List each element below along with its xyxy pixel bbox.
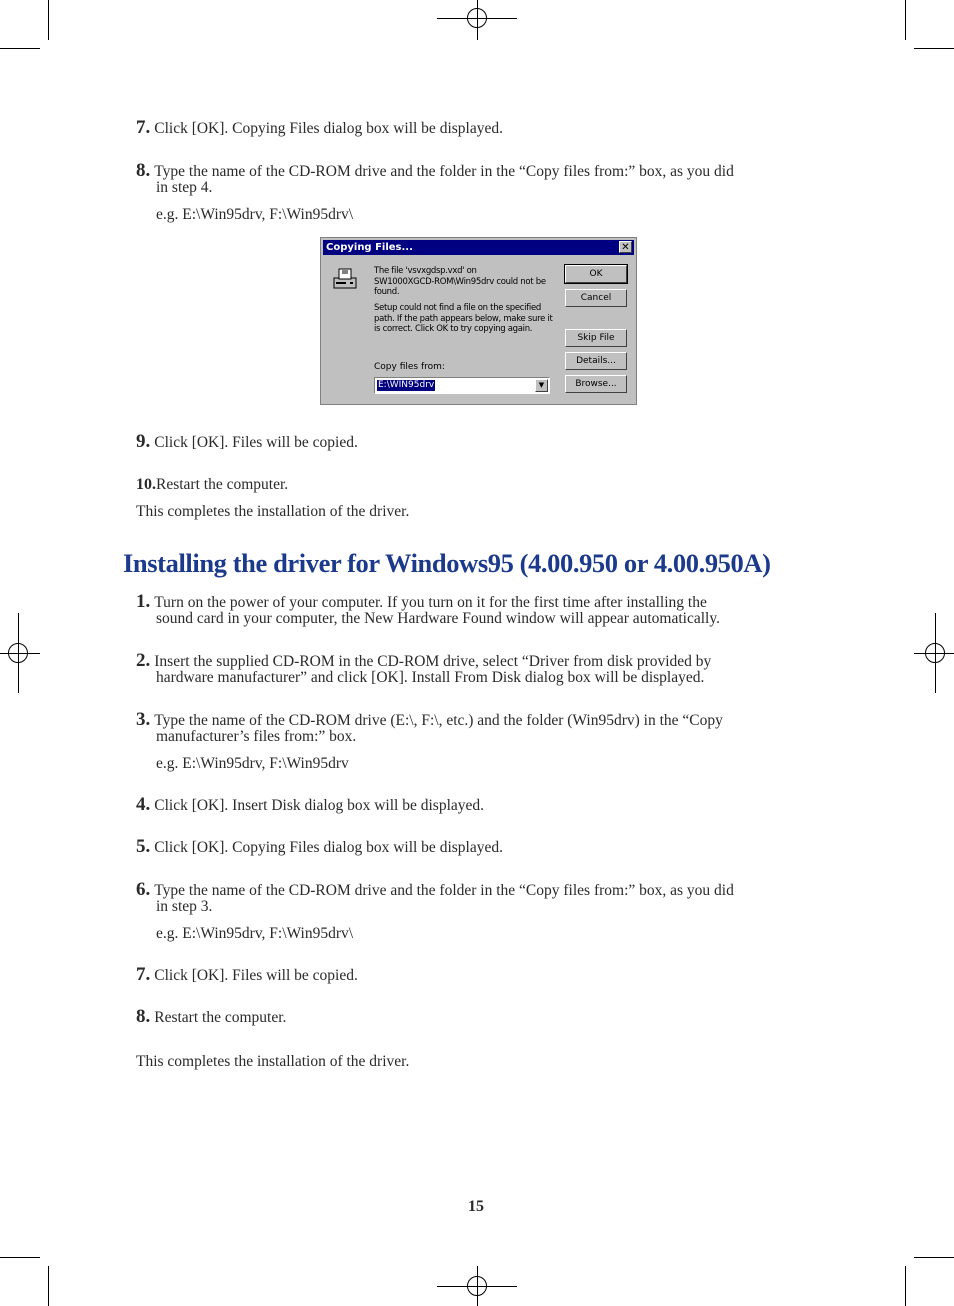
step-text: Click [OK]. Files will be copied.: [154, 434, 358, 451]
step-number: 6.: [136, 879, 151, 900]
step-7b: [136, 964, 836, 985]
dropdown-arrow-icon[interactable]: ▼: [535, 379, 548, 392]
completion-text: This completes the installation of the driver.: [136, 503, 410, 520]
registration-mark: [8, 643, 28, 663]
step-8: [136, 160, 836, 196]
step-text: Type the name of the CD-ROM drive (E:\, F:\, etc.) and the folder (Win95drv) in the “Copy: [154, 712, 723, 729]
copy-files-from-combobox[interactable]: [374, 377, 550, 394]
step-text: Type the name of the CD-ROM drive and the folder in the “Copy files from:” box, as you did: [154, 163, 734, 180]
step-4: [136, 794, 836, 815]
step-text: Click [OK]. Files will be copied.: [154, 967, 358, 984]
step-number: 7.: [136, 117, 151, 138]
completion-text: This completes the installation of the driver.: [136, 1053, 410, 1070]
crop-mark: [48, 1266, 49, 1306]
dialog-message-1: The file 'vsvxgdsp.vxd' on SW1000XGCD-ROM\Win95drv could not be found.: [374, 266, 546, 297]
close-button[interactable]: ✕: [619, 241, 632, 253]
step-number: 3.: [136, 709, 151, 730]
dialog-titlebar: [323, 240, 634, 255]
step-text: Restart the computer.: [156, 476, 289, 493]
crop-mark: [914, 1257, 954, 1258]
step-number: 9.: [136, 431, 151, 452]
step-text-continued: hardware manufacturer” and click [OK]. Install From Disk dialog box will be displayed.: [156, 669, 705, 686]
step-text: Restart the computer.: [154, 1009, 287, 1026]
ok-button[interactable]: OK: [565, 265, 627, 283]
step-number: 7.: [136, 964, 151, 985]
step-text: Type the name of the CD-ROM drive and the folder in the “Copy files from:” box, as you did: [154, 882, 734, 899]
crop-mark: [0, 48, 40, 49]
registration-mark: [467, 1276, 487, 1296]
registration-mark: [925, 643, 945, 663]
step-text: Insert the supplied CD-ROM in the CD-ROM drive, select “Driver from disk provided by: [154, 653, 712, 670]
step-text: Turn on the power of your computer. If you turn on it for the first time after installing the: [154, 594, 707, 611]
details-button[interactable]: Details...: [565, 352, 627, 370]
step-10: [136, 477, 836, 493]
example-text: e.g. E:\Win95drv, F:\Win95drv\: [156, 206, 354, 223]
step-text: Click [OK]. Copying Files dialog box will be displayed.: [154, 120, 503, 137]
step-text-continued: manufacturer’s files from:” box.: [156, 728, 357, 745]
cancel-button[interactable]: Cancel: [565, 289, 627, 307]
dialog-title: Copying Files...: [326, 242, 413, 253]
copy-files-from-label: Copy files from:: [374, 362, 445, 372]
disk-drive-icon: [333, 268, 357, 290]
step-text-continued: in step 4.: [156, 179, 213, 196]
step-5: [136, 836, 836, 857]
step-number: 2.: [136, 650, 151, 671]
step-number: 5.: [136, 836, 151, 857]
example-text: e.g. E:\Win95drv, F:\Win95drv: [156, 755, 349, 772]
registration-mark: [467, 8, 487, 28]
step-8b: [136, 1006, 836, 1027]
step-3: [136, 709, 836, 745]
browse-button[interactable]: Browse...: [565, 375, 627, 393]
step-text-continued: in step 3.: [156, 898, 213, 915]
step-text: Click [OK]. Copying Files dialog box will be displayed.: [154, 839, 503, 856]
dialog-message-2: Setup could not find a file on the specified path. If the path appears below, make sure it is correct. Click OK to try copying again.: [374, 303, 553, 334]
step-6: [136, 879, 836, 915]
page-number: 15: [468, 1198, 484, 1215]
step-number: 1.: [136, 591, 151, 612]
step-1: [136, 591, 836, 627]
step-number: 8.: [136, 160, 151, 181]
step-number: 4.: [136, 794, 151, 815]
crop-mark: [48, 0, 49, 40]
skip-file-button[interactable]: Skip File: [565, 329, 627, 347]
step-7: [136, 117, 836, 138]
crop-mark: [905, 1266, 906, 1306]
crop-mark: [914, 48, 954, 49]
crop-mark: [0, 1257, 40, 1258]
example-text: e.g. E:\Win95drv, F:\Win95drv\: [156, 925, 354, 942]
step-2: [136, 650, 836, 686]
section-heading: Installing the driver for Windows95 (4.00.950 or 4.00.950A): [123, 548, 771, 578]
step-number: 8.: [136, 1006, 151, 1027]
step-text-continued: sound card in your computer, the New Hardware Found window will appear automatically.: [156, 610, 720, 627]
crop-mark: [905, 0, 906, 40]
step-text: Click [OK]. Insert Disk dialog box will be displayed.: [154, 797, 485, 814]
step-number: 10.: [136, 476, 156, 493]
copying-files-dialog: [320, 237, 637, 405]
step-9: [136, 431, 836, 452]
copy-files-from-value[interactable]: E:\WIN95drv: [378, 380, 435, 390]
